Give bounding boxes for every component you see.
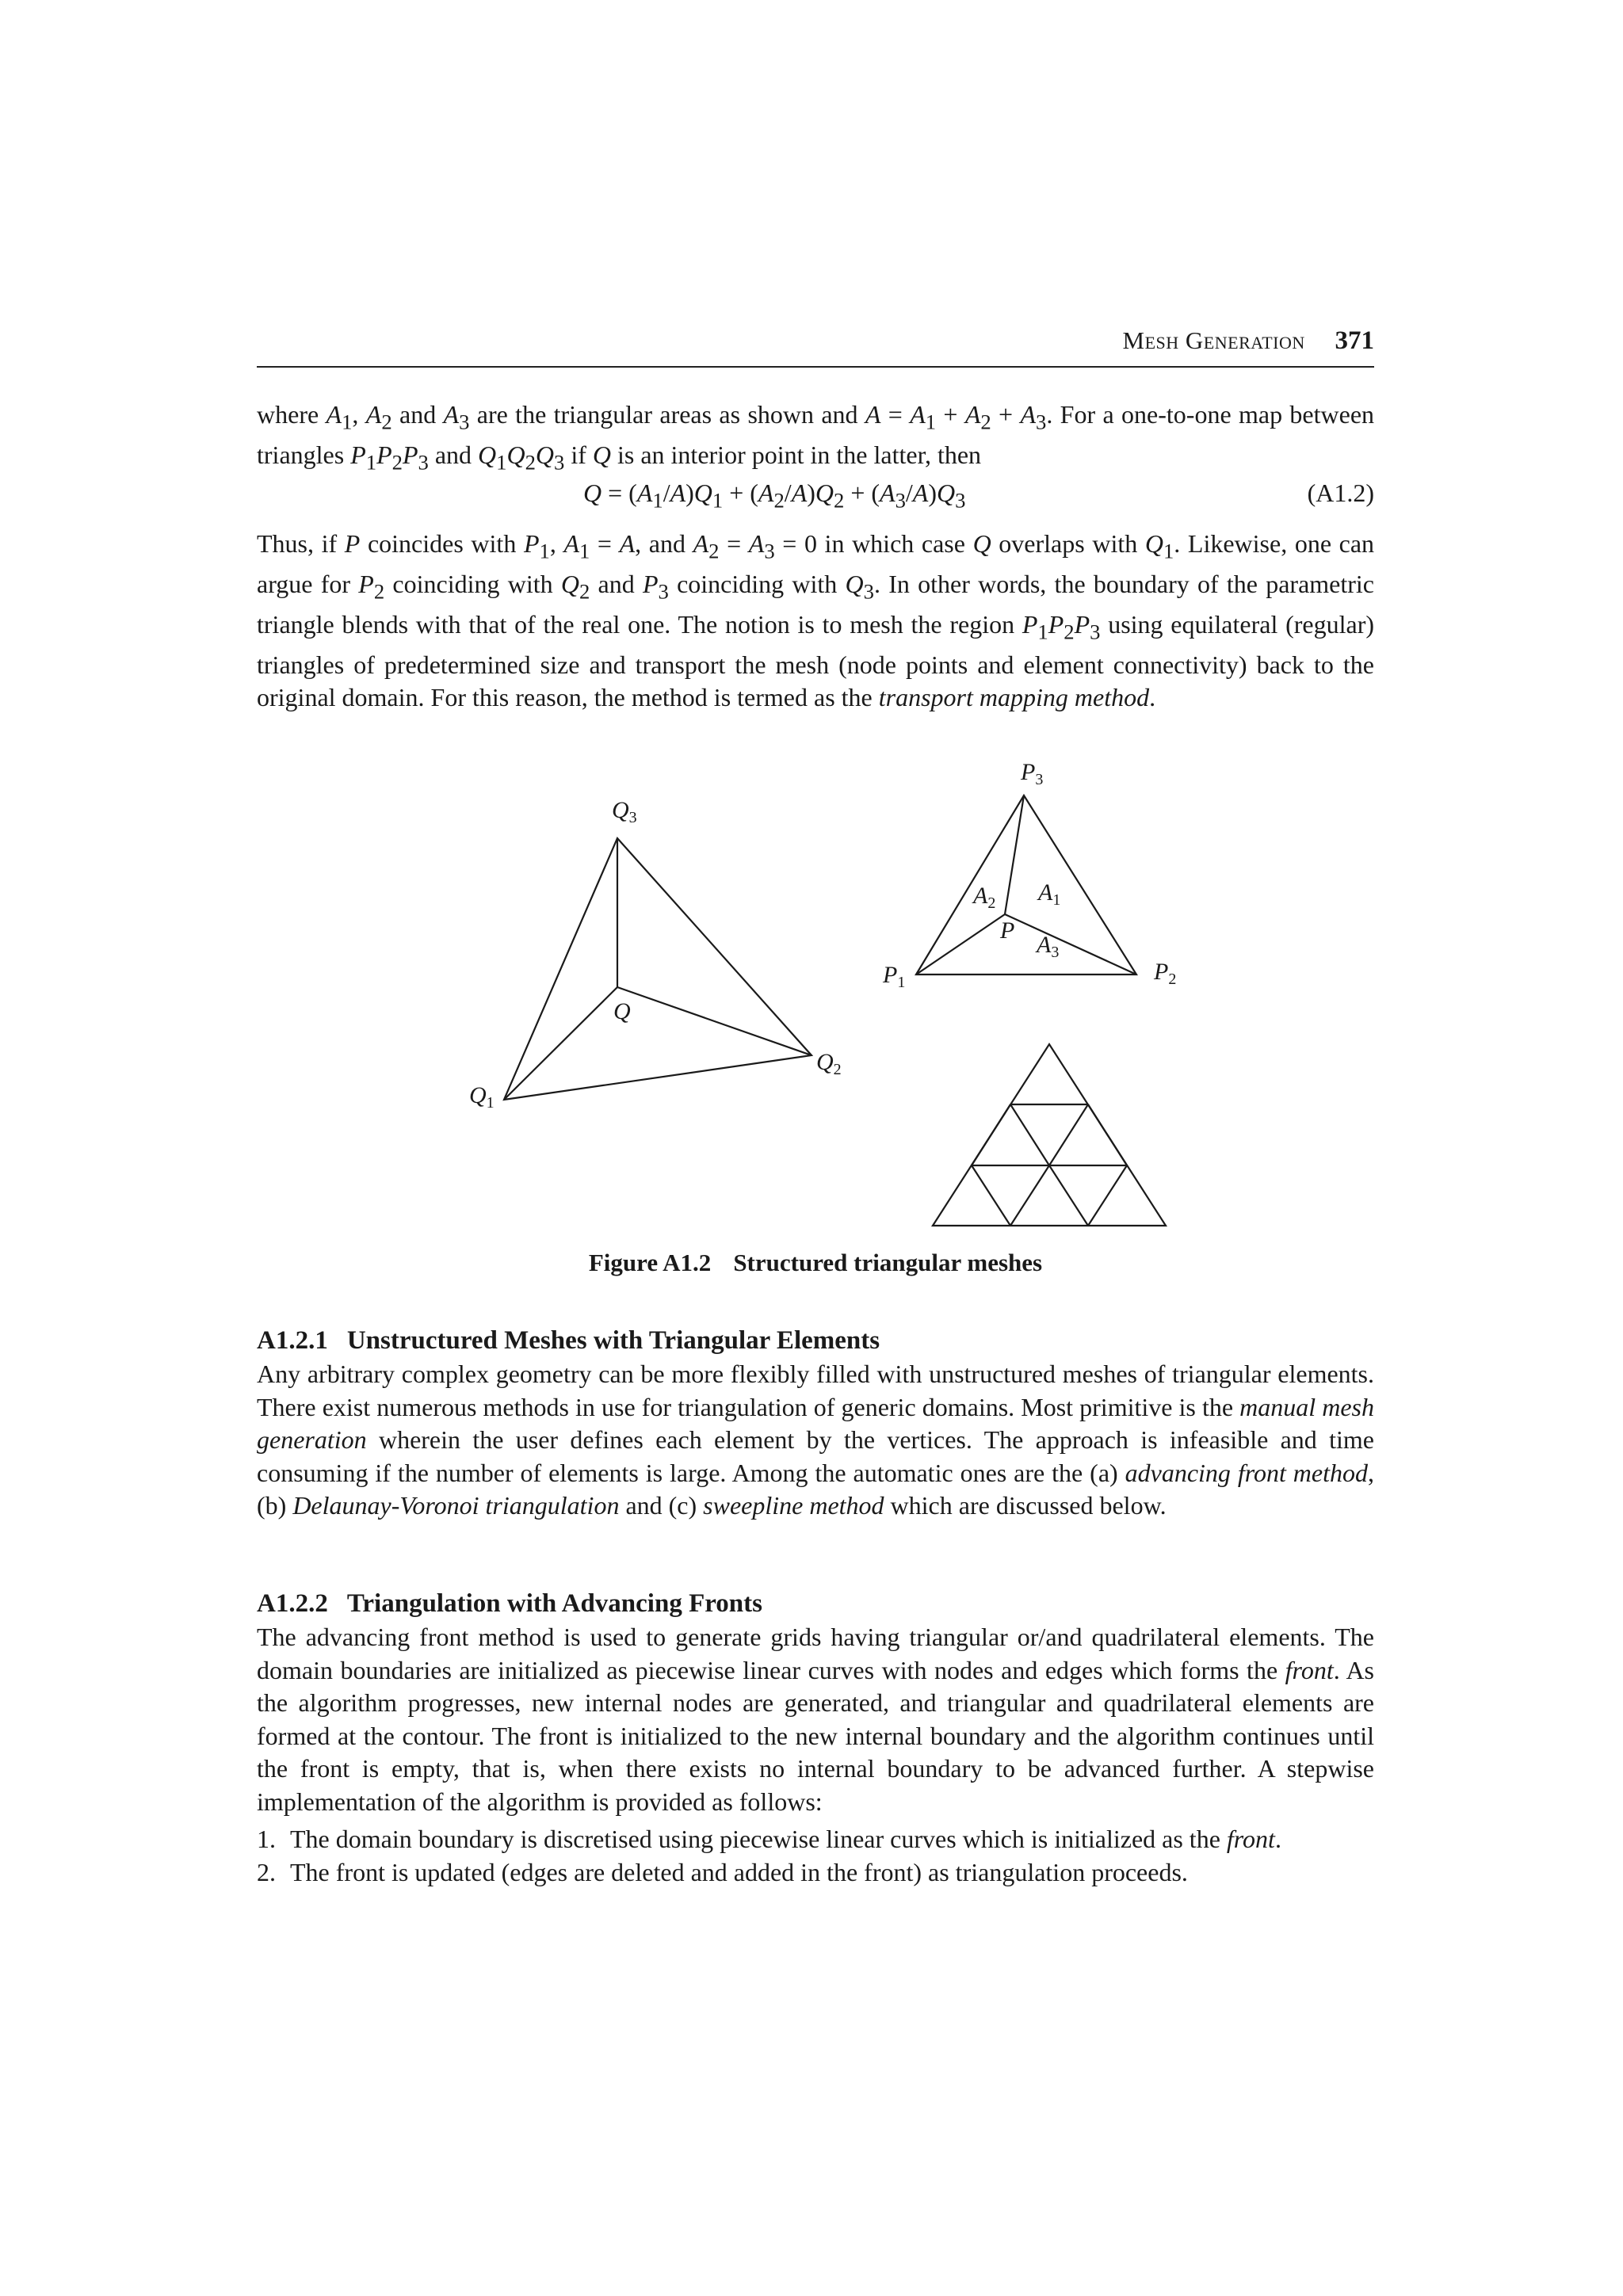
equation-number: (A1.2) bbox=[1307, 479, 1374, 507]
figure-a1-2 bbox=[257, 745, 1374, 1283]
paragraph-advancing-front: The advancing front method is used to generate grids having triangular or/and quadrilateral elements. The domain boundaries are initialized as piecewise linear curves with nodes and edges which forms the front. As the algorithm progresses, new internal nodes are generated, and triangular and quadrilateral elements are formed at the contour. The front is initialized to the new internal boundary and the algorithm continues until the front is empty, that is, when there exists no internal boundary to be advanced further. A stepwise implementation of the algorithm is provided as follows: bbox=[257, 1623, 1375, 1816]
label-q1: $Q_1$ bbox=[469, 1082, 495, 1112]
running-head bbox=[257, 326, 1374, 368]
label-a3: $A_3$ bbox=[1037, 932, 1060, 961]
mesh-outer-triangle bbox=[933, 1044, 1166, 1226]
triangle-diagrams bbox=[257, 745, 1374, 1283]
label-q2: $Q_2$ bbox=[816, 1049, 842, 1078]
algorithm-steps-list bbox=[257, 1822, 1374, 1889]
edge-q-q1 bbox=[504, 987, 617, 1100]
paragraph-intro: where $A_1$, $A_2$ and $A_3$ are the triangular areas as shown and $A = A_1 + A_2 + A_3$. For a one-to-one map between triangles $P_1P_2P_3$ and $Q_1Q_2Q_3$ if Q is an interior point in the latter, then bbox=[257, 400, 1375, 475]
label-a2: $A_2$ bbox=[973, 883, 996, 912]
equation-text: $Q = (A_1/A)Q_1 + (A_2/A)Q_2 + (A_3/A)Q_3$ bbox=[583, 479, 966, 513]
edge-q-q2 bbox=[617, 987, 812, 1055]
paragraph-unstructured: Any arbitrary complex geometry can be more flexibly filled with unstructured meshes of triangular elements. There exist numerous methods in use for triangulation of generic domains. Most primitive is the manual mesh generation wherein the user defines each element by the vertices. The approach is infeasible and time consuming if the number of elements is large. Among the automatic ones are the (a) advancing front method, (b) Delaunay-Voronoi triangulation and (c) sweepline method which are discussed below. bbox=[257, 1360, 1375, 1520]
page-number: 371 bbox=[1335, 326, 1374, 355]
label-p1: $P_1$ bbox=[883, 962, 906, 991]
equation-line bbox=[257, 479, 1374, 513]
caption-number: Figure A1.2 bbox=[588, 1249, 712, 1276]
section-heading-a122 bbox=[257, 1589, 1374, 1619]
edge-p-p1 bbox=[916, 914, 1005, 974]
caption-text: Structured triangular meshes bbox=[733, 1249, 1043, 1276]
triangle-q1q2q3 bbox=[504, 838, 812, 1100]
mesh-inner-c1 bbox=[972, 1104, 1010, 1165]
mesh-inner-r bbox=[1088, 1165, 1127, 1226]
label-p3: $P_3$ bbox=[1021, 759, 1044, 788]
section-title: Unstructured Meshes with Triangular Elements bbox=[346, 1326, 880, 1355]
section-number: A1.2.1 bbox=[257, 1326, 328, 1355]
label-q3: $Q_3$ bbox=[612, 797, 637, 826]
figure-caption bbox=[257, 1249, 1374, 1277]
label-p: P bbox=[1000, 917, 1015, 944]
mesh-inner-l bbox=[972, 1165, 1010, 1226]
list-item: 1. The domain boundary is discretised using piecewise linear curves which is initialized as the front. bbox=[257, 1825, 1281, 1853]
equation bbox=[583, 479, 965, 513]
mesh-inner-c2 bbox=[1088, 1104, 1127, 1165]
label-q: Q bbox=[613, 998, 631, 1024]
section-title: Triangulation with Advancing Fronts bbox=[346, 1589, 762, 1618]
edge-p-p3 bbox=[1005, 795, 1024, 914]
label-p2: $P_2$ bbox=[1154, 959, 1177, 988]
list-item: 2. The front is updated (edges are deleted and added in the front) as triangulation proceeds. bbox=[257, 1858, 1188, 1886]
running-head-title: Mesh Generation bbox=[1122, 326, 1305, 354]
paragraph-transport: Thus, if P coincides with $P_1$, $A_1 = A$, and $A_2 = A_3 = 0$ in which case Q overlaps with $Q_1$. Likewise, one can argue for $P_2$ coinciding with $Q_2$ and $P_3$ coinciding with $Q_3$. In other words, the boundary of the parametric triangle blends with that of the real one. The notion is to mesh the region $P_1P_2P_3$ using equilateral (regular) triangles of predetermined size and transport the mesh (node points and element connectivity) back to the original domain. For this reason, the method is termed as the transport mapping method. bbox=[257, 529, 1375, 712]
section-number: A1.2.2 bbox=[257, 1589, 328, 1618]
triangle-p1p2p3 bbox=[916, 795, 1136, 974]
label-a1: $A_1$ bbox=[1038, 879, 1061, 909]
section-heading-a121 bbox=[257, 1326, 1374, 1356]
